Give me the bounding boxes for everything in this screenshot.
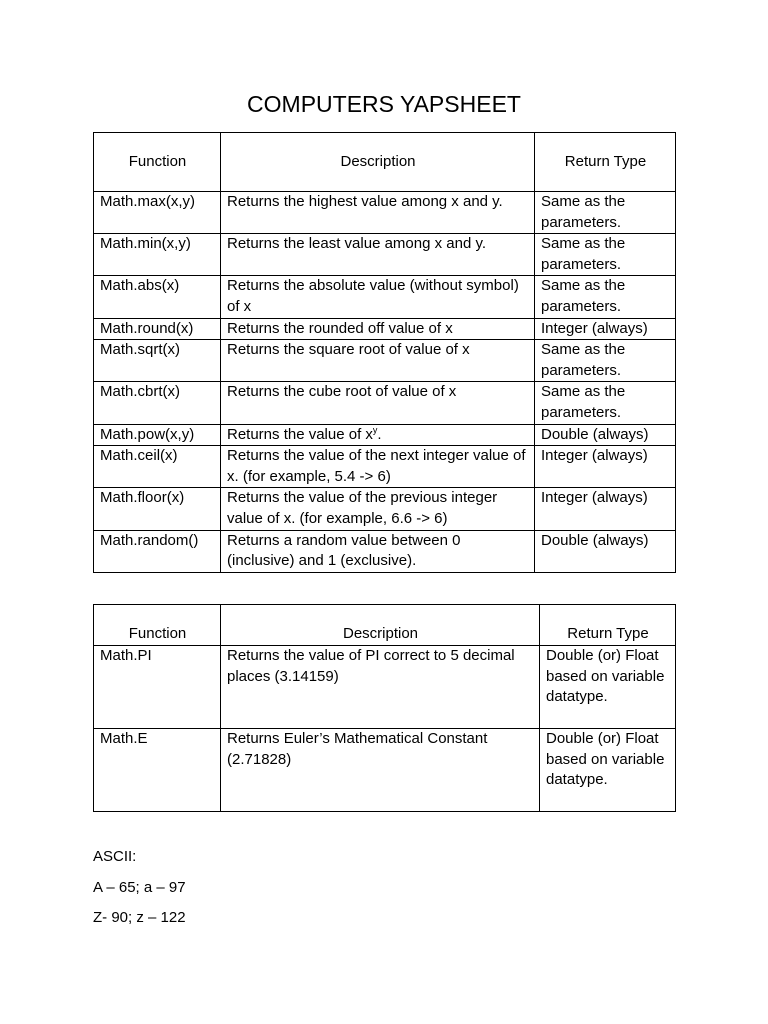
ascii-line: A – 65; a – 97 <box>93 878 186 896</box>
function-cell: Math.abs(x) <box>94 276 221 318</box>
table-row <box>94 488 676 530</box>
math-methods-table <box>93 132 676 573</box>
header-return-type: Return Type <box>535 133 676 192</box>
description-cell: Returns a random value between 0 (inclusive) and 1 (exclusive). <box>221 530 535 572</box>
table-row <box>94 276 676 318</box>
header-description: Description <box>221 605 540 646</box>
return-type-cell: Integer (always) <box>535 318 676 340</box>
description-cell: Returns the value of PI correct to 5 decimal places (3.14159) <box>221 646 540 729</box>
function-cell: Math.cbrt(x) <box>94 382 221 424</box>
function-cell: Math.pow(x,y) <box>94 424 221 446</box>
description-cell: Returns the least value among x and y. <box>221 234 535 276</box>
ascii-notes <box>93 847 186 939</box>
table-row <box>94 340 676 382</box>
function-cell: Math.PI <box>94 646 221 729</box>
table-header-row <box>94 133 676 192</box>
return-type-cell: Same as the parameters. <box>535 192 676 234</box>
function-cell: Math.sqrt(x) <box>94 340 221 382</box>
function-cell: Math.min(x,y) <box>94 234 221 276</box>
return-type-cell: Double (or) Float based on variable datatype. <box>540 646 676 729</box>
function-cell: Math.floor(x) <box>94 488 221 530</box>
ascii-heading: ASCII: <box>93 848 137 865</box>
return-type-cell: Same as the parameters. <box>535 382 676 424</box>
table-row <box>94 530 676 572</box>
table-row <box>94 729 676 812</box>
return-type-cell: Same as the parameters. <box>535 340 676 382</box>
description-text: Returns the value of x <box>227 425 373 443</box>
table-header-row <box>94 605 676 646</box>
ascii-line: Z- 90; z – 122 <box>93 909 186 926</box>
description-cell: Returns the highest value among x and y. <box>221 192 535 234</box>
exponent-superscript: y <box>372 424 378 435</box>
function-cell: Math.ceil(x) <box>94 446 221 488</box>
description-cell: Returns the absolute value (without symbol) of x <box>221 276 535 318</box>
description-cell: Returns the cube root of value of x <box>221 382 535 424</box>
header-function: Function <box>94 605 221 646</box>
description-cell: Returns the square root of value of x <box>221 340 535 382</box>
function-cell: Math.E <box>94 729 221 812</box>
function-cell: Math.random() <box>94 530 221 572</box>
header-description: Description <box>221 133 535 192</box>
function-cell: Math.round(x) <box>94 318 221 340</box>
return-type-cell: Same as the parameters. <box>535 234 676 276</box>
description-cell: Returns the rounded off value of x <box>221 318 535 340</box>
return-type-cell: Integer (always) <box>535 488 676 530</box>
table-row <box>94 446 676 488</box>
function-cell: Math.max(x,y) <box>94 192 221 234</box>
return-type-cell: Double (or) Float based on variable datatype. <box>540 729 676 812</box>
table-row <box>94 192 676 234</box>
description-cell: Returns the value of the previous integer value of x. (for example, 6.6 -> 6) <box>221 488 535 530</box>
table-row <box>94 234 676 276</box>
math-constants-table <box>93 604 676 812</box>
description-cell: Returns Euler’s Mathematical Constant (2.71828) <box>221 729 540 812</box>
description-cell <box>221 424 535 446</box>
table-row <box>94 318 676 340</box>
description-cell: Returns the value of the next integer value of x. (for example, 5.4 -> 6) <box>221 446 535 488</box>
table-row <box>94 424 676 446</box>
header-function: Function <box>94 133 221 192</box>
table-row <box>94 646 676 729</box>
return-type-cell: Double (always) <box>535 530 676 572</box>
header-return-type: Return Type <box>540 605 676 646</box>
description-suffix: . <box>377 425 382 443</box>
return-type-cell: Double (always) <box>535 424 676 446</box>
page-title: COMPUTERS YAPSHEET <box>247 91 521 117</box>
return-type-cell: Same as the parameters. <box>535 276 676 318</box>
table-row <box>94 382 676 424</box>
return-type-cell: Integer (always) <box>535 446 676 488</box>
